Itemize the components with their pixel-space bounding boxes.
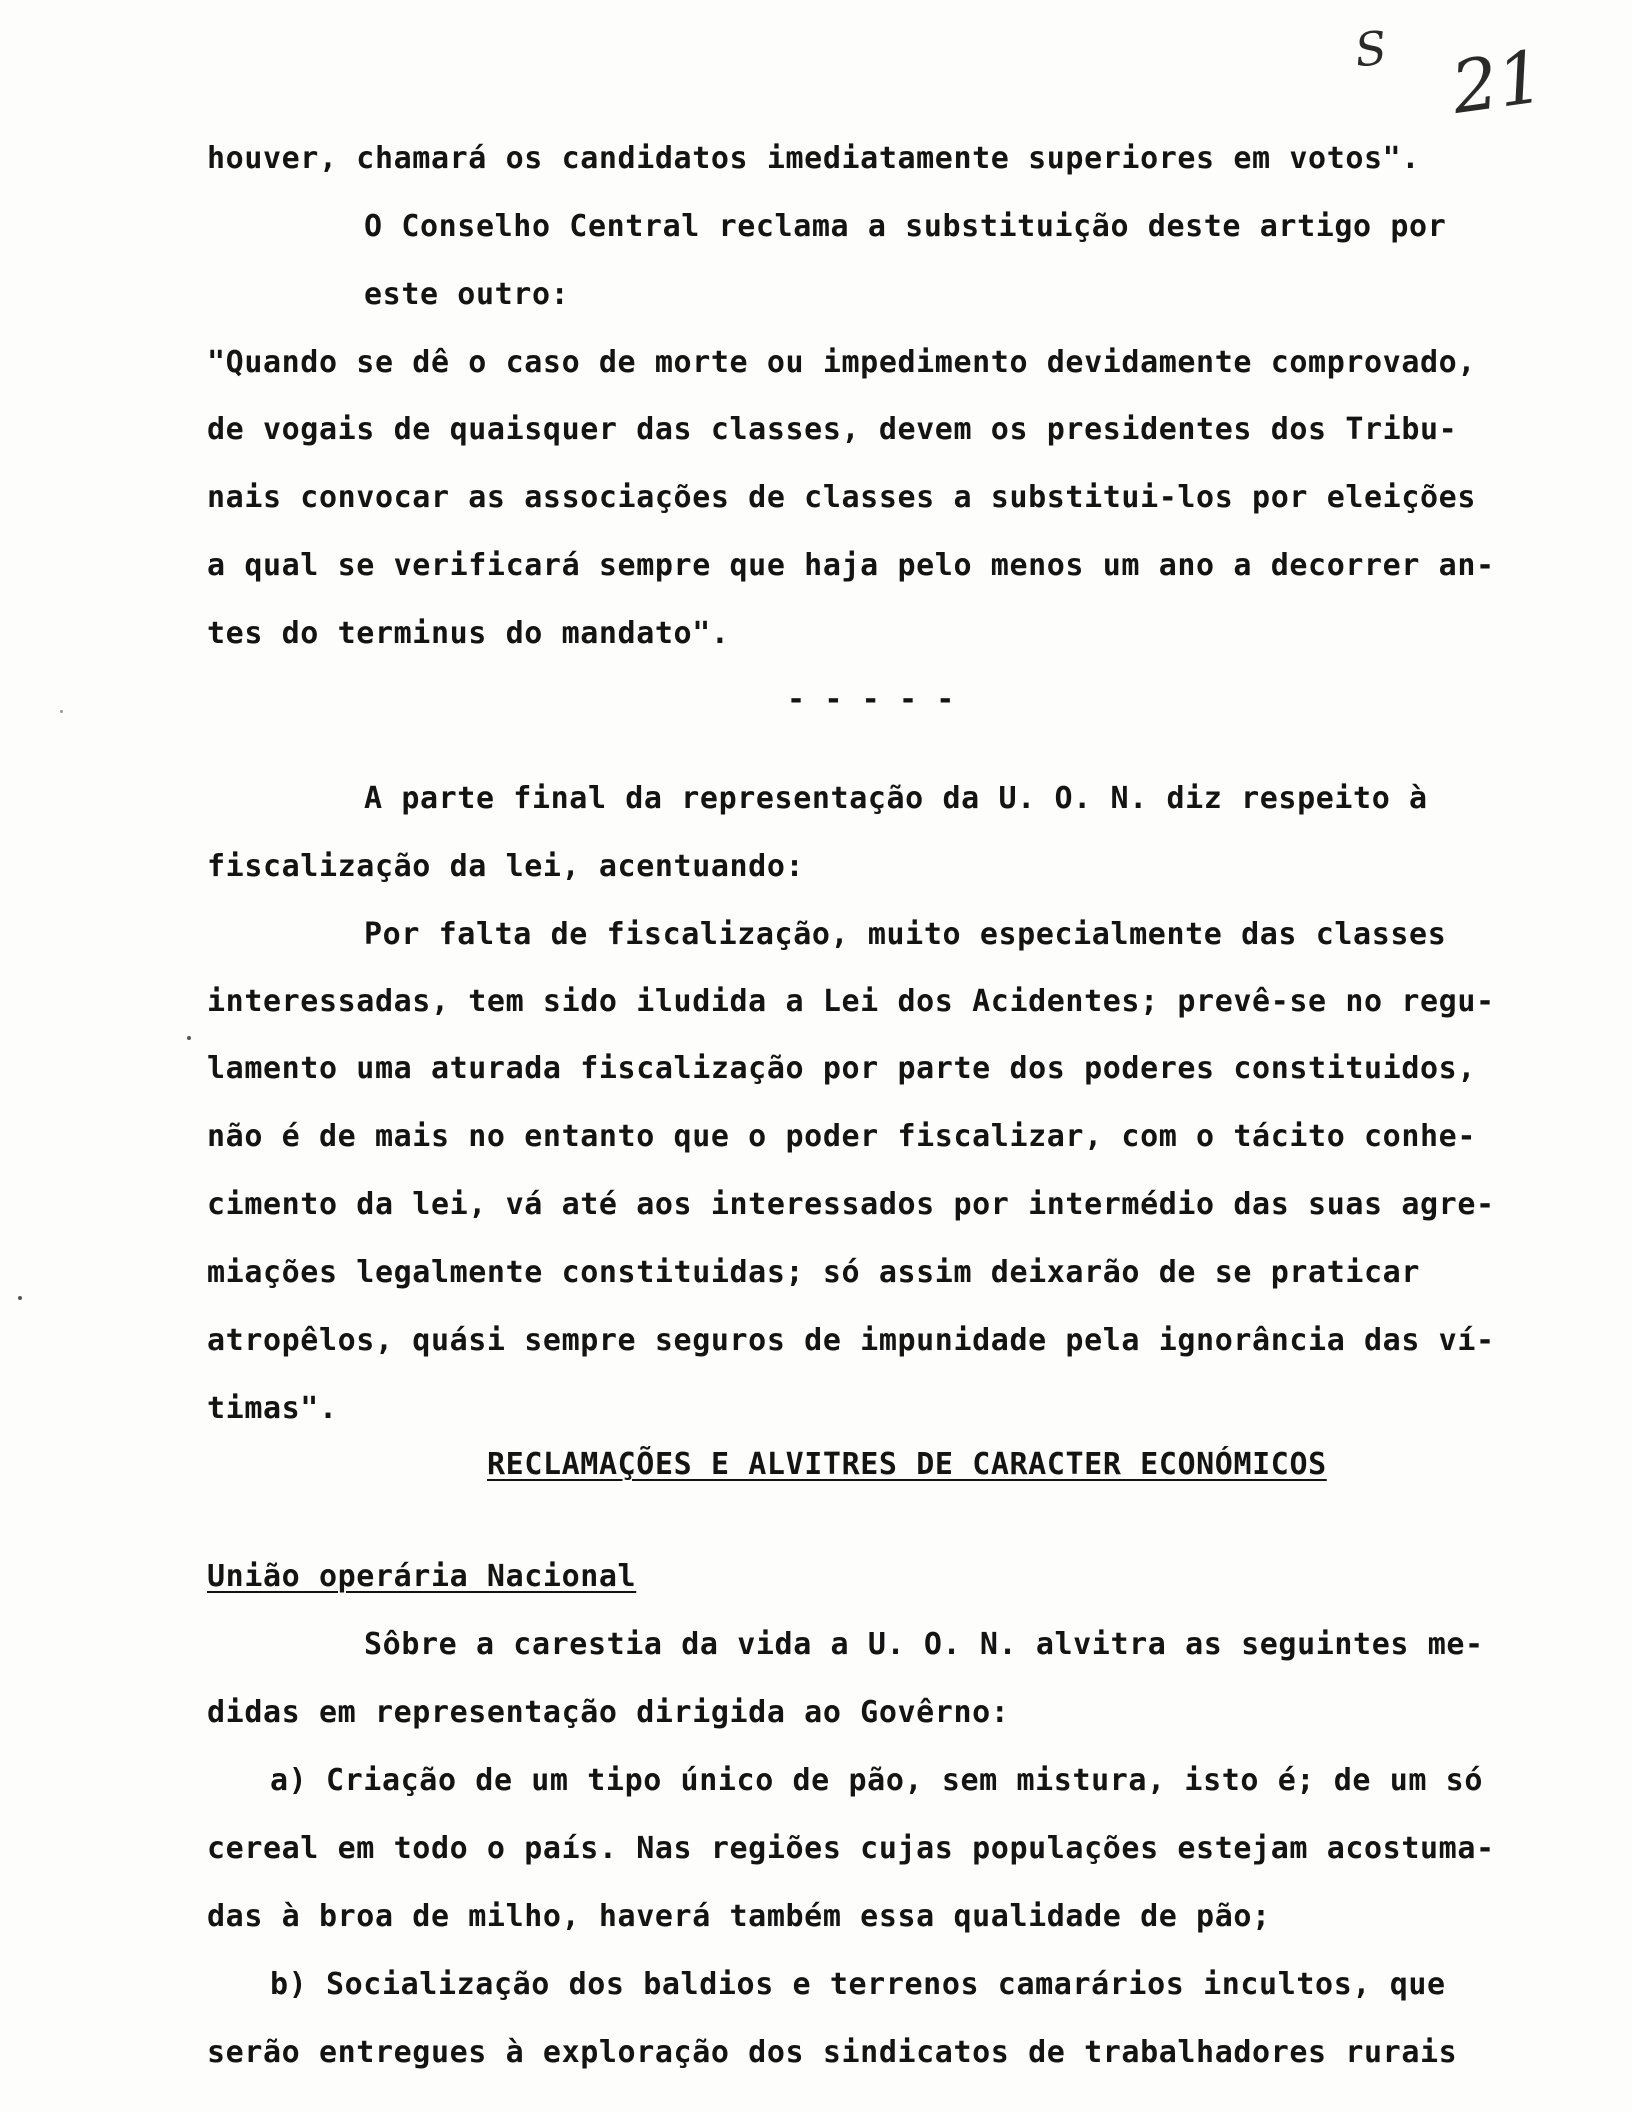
text-line: este outro:: [364, 277, 570, 312]
handwritten-corner-mark: S: [1352, 20, 1390, 78]
text-line: Sôbre a carestia da vida a U. O. N. alvitra as seguintes me-: [364, 1627, 1484, 1662]
quote-line: de vogais de quaisquer das classes, devem os presidentes dos Tribu-: [207, 412, 1458, 447]
section-separator: - - - - -: [787, 682, 955, 717]
quote-line: "Quando se dê o caso de morte ou impedimento devidamente comprovado,: [207, 345, 1476, 380]
text-line: atropêlos, quási sempre seguros de impunidade pela ignorância das ví-: [207, 1323, 1495, 1358]
handwritten-page-number: 21: [1446, 34, 1550, 130]
scan-speck: [187, 1036, 191, 1040]
quote-line: a qual se verificará sempre que haja pelo menos um ano a decorrer an-: [207, 548, 1495, 583]
text-line: timas".: [207, 1391, 338, 1426]
text-line: não é de mais no entanto que o poder fiscalizar, com o tácito conhe-: [207, 1119, 1476, 1154]
text-line: cimento da lei, vá até aos interessados por intermédio das suas agre-: [207, 1187, 1495, 1222]
text-line: miações legalmente constituidas; só assim deixarão de se praticar: [207, 1255, 1420, 1290]
text-line: O Conselho Central reclama a substituição deste artigo por: [364, 209, 1447, 244]
text-line: Por falta de fiscalização, muito especialmente das classes: [364, 917, 1447, 952]
text-line: interessadas, tem sido iludida a Lei dos Acidentes; prevê-se no regu-: [207, 984, 1495, 1019]
subsection-heading: União operária Nacional: [207, 1559, 637, 1594]
text-line: didas em representação dirigida ao Govêrno:: [207, 1695, 1010, 1730]
scan-speck: [18, 1296, 22, 1300]
text-line: A parte final da representação da U. O. N. diz respeito à: [364, 781, 1428, 816]
scan-speck: [60, 710, 63, 713]
quote-line: tes do terminus do mandato".: [207, 616, 730, 651]
text-line: houver, chamará os candidatos imediatamente superiores em votos".: [207, 141, 1420, 176]
list-item-line: a) Criação de um tipo único de pão, sem mistura, isto é; de um só: [270, 1763, 1483, 1798]
text-line: lamento uma aturada fiscalização por parte dos poderes constituidos,: [207, 1051, 1476, 1086]
quote-line: nais convocar as associações de classes a substitui-los por eleições: [207, 480, 1476, 515]
list-item-line: das à broa de milho, haverá também essa qualidade de pão;: [207, 1899, 1271, 1934]
section-heading: RECLAMAÇÕES E ALVITRES DE CARACTER ECONÓMICOS: [487, 1447, 1327, 1482]
list-item-line: b) Socialização dos baldios e terrenos camarários incultos, que: [270, 1967, 1446, 2002]
list-item-line: serão entregues à exploração dos sindicatos de trabalhadores rurais: [207, 2035, 1458, 2070]
text-line: fiscalização da lei, acentuando:: [207, 849, 805, 884]
list-item-line: cereal em todo o país. Nas regiões cujas populações estejam acostuma-: [207, 1831, 1495, 1866]
